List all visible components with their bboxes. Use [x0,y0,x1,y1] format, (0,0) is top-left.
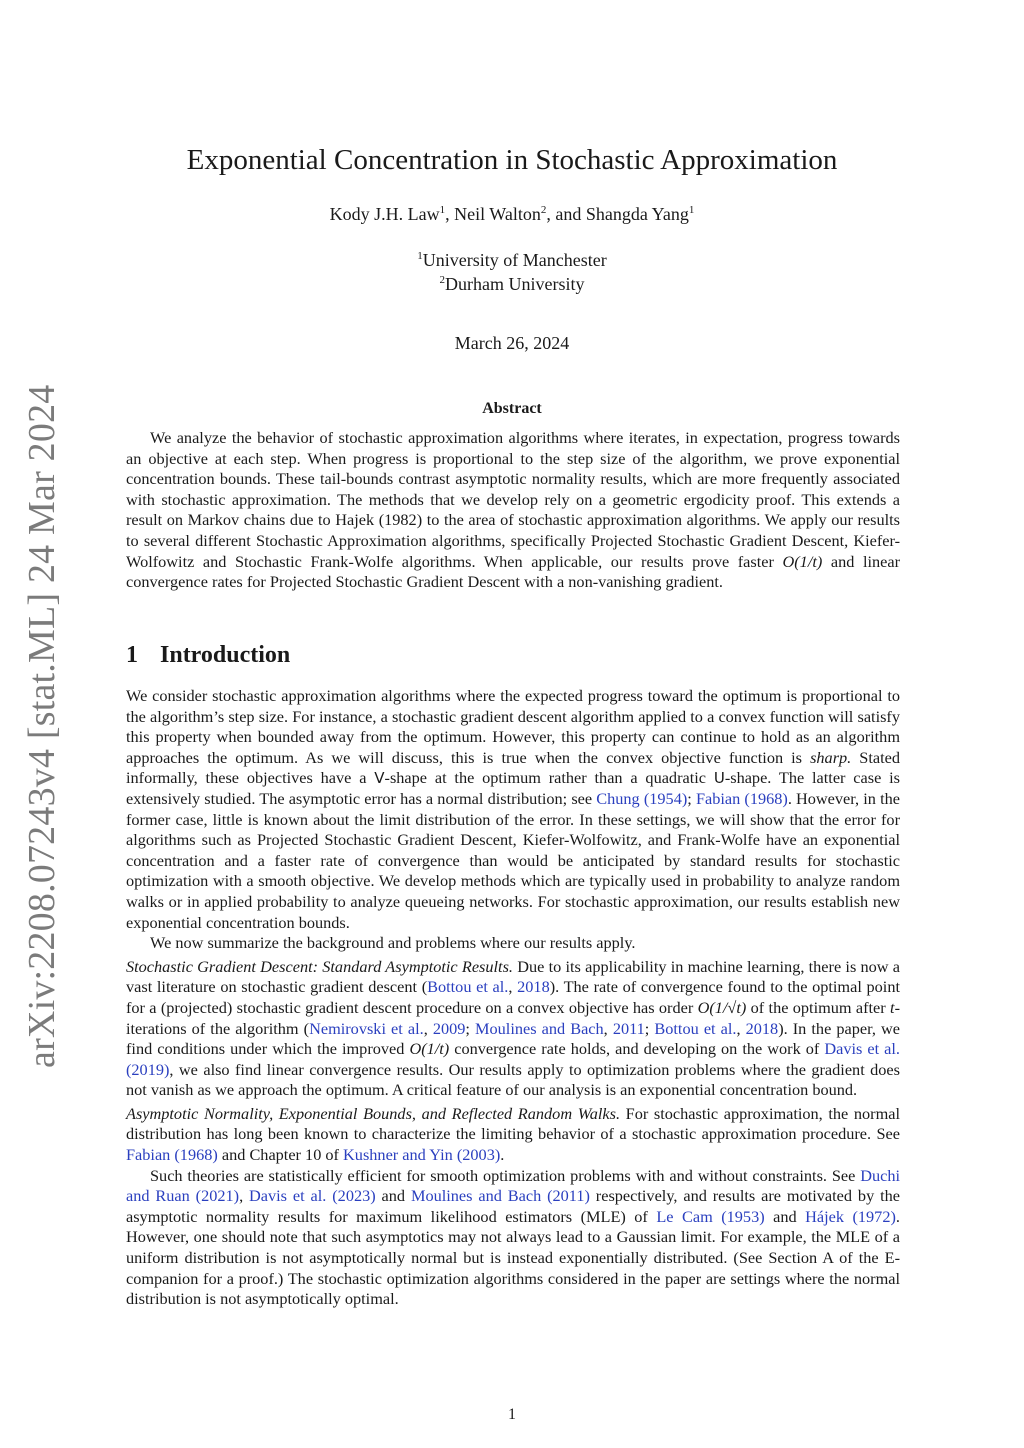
text-run: For stochastic approximation, the normal distribution has long been known to characterize the limiting behavior of a stochastic approximation procedure. See [126,1103,900,1144]
text-run: Stated informally, these objectives have a [126,747,900,788]
affiliation-mark: 1 [688,204,695,216]
citation-link[interactable]: Chung [596,788,640,808]
author-name: Kody J.H. Law [329,204,440,224]
citation-year-link[interactable]: (1968) [174,1145,218,1165]
abstract-text-part: We analyze the behavior of stochastic approximation algorithms where iterates, in expectation, progress towards an objective at each step. When progress is proportional to the step size of the algorithm, we prove exponential concentration bounds. These tail-bounds contrast asymptotic normality results, which are more frequently associated with stochastic approximation. The methods that we develop rely on a geometric ergodicity proof. This extends a result on Markov chains due to Hajek (1982) to the area of stochastic approximation algorithms. We apply our results to several different Stochastic Approximation algorithms, specifically Projected Stochastic Gradient Descent, Kiefer-Wolfowitz and Stochastic Frank-Wolfe algorithms. When applicable, our results prove faster [126,428,900,571]
introduction-body [126,686,900,1310]
citation-year-link[interactable]: (1953) [721,1206,765,1226]
citation-link[interactable]: Fabian [126,1145,171,1165]
citation-link[interactable]: Davis et al. [824,1039,900,1059]
text-run: We consider stochastic approximation algorithms where the expected progress toward the optimum is proportional to the algorithm’s step size. For instance, a stochastic gradient descent algorithm applied to a convex function will satisfy this property when bounded away from the optimum. However, this property can continue to hold as an algorithm approaches the optimum. As we will discuss, this is true when the convex objective function is [126,686,900,767]
paragraph [126,1104,900,1166]
affiliation-mark: 1 [439,204,446,216]
citation-year-link[interactable]: 2009 [432,1018,466,1038]
text-run: and [375,1186,411,1206]
affiliation-mark: 2 [439,274,445,286]
text-run: of the optimum after [746,997,891,1017]
text-run: -shape at the optimum rather than a quadratic [384,768,714,788]
math-expression: O(1/t) [782,551,823,571]
math-expression: O(1/√t) [697,997,747,1017]
text-run: Due to its applicability in machine learning, there is now a vast literature on stochastic gradient descent ( [126,956,901,997]
text-run: ; [465,1018,476,1038]
text-run: and [764,1206,806,1226]
citation-year-link[interactable]: (1968) [744,788,788,808]
author-name: Shangda Yang [585,204,689,224]
abstract-text [126,428,900,593]
citation-year-link[interactable]: 2018 [745,1018,779,1038]
paragraph-heading: Stochastic Gradient Descent: Standard Asymptotic Results. [126,956,513,976]
citation-link[interactable]: Le Cam [656,1206,713,1226]
affiliation-mark: 2 [540,204,547,216]
text-run: , [239,1186,250,1206]
affiliation-name: University of Manchester [422,250,607,270]
citation-link[interactable]: Moulines and Bach [410,1186,542,1206]
text-run: . However, in the former case, little is known about the limit distribution of the error. In these settings, we will show that the error for algorithms such as Projected Stochastic Gradient Descent, Kiefer-Wolfowitz, and Frank-Wolfe have an exponential concentration and a faster rate of convergence than would be anticipated by standard results for stochastic optimization with a smooth objective. We develop methods which are typically used in probability to analyze random walks or in applied probability to analyze queueing networks. For stochastic approximation, our results establish new exponential concentration bounds. [126,788,900,932]
paragraph: We now summarize the background and problems where our results apply. [150,933,636,953]
math-expression: O(1/t) [409,1039,450,1059]
text-run: , [603,1018,613,1038]
text-run: . However, one should note that such asymptotics may not always lead to a Gaussian limit. For example, the MLE of a uniform distribution is not asymptotically normal but is instead exponentially distributed. (See Section A of the E-companion for a proof.) The stochastic optimization algorithms considered in the paper are settings where the normal distribution is not asymptotically optimal. [126,1206,900,1309]
citation-year-link[interactable]: (2003) [456,1145,501,1165]
text-run: ). In the paper, we find conditions under which the improved [126,1018,901,1059]
page-number: 1 [508,1406,516,1423]
paragraph [126,957,900,1101]
emphasis: sharp. [810,747,852,767]
citation-year-link[interactable]: (2011) [547,1186,590,1206]
citation-year-link[interactable]: 2011 [612,1018,645,1038]
citation-link[interactable]: Bottou et al. [427,977,509,997]
text-run: ). The rate of convergence found to the optimal point for a (projected) stochastic gradient descent procedure on a convex objective has order [126,977,900,1017]
text-run: Such theories are statistically efficient for smooth optimization problems with and without constraints. See [150,1165,861,1185]
citation-link[interactable]: Duchi and Ruan [126,1165,900,1206]
author-name: Neil Walton [454,204,541,224]
text-run: respectively, and results are motivated by the asymptotic normality results for maximum likelihood estimators (MLE) of [126,1186,900,1226]
paragraph-heading: Asymptotic Normality, Exponential Bounds, and Reflected Random Walks. [126,1103,621,1123]
author-separator: , and [546,204,586,224]
text-run: convergence rate holds, and developing on the work of [449,1039,825,1059]
text-run: , [736,1018,746,1038]
citation-link[interactable]: Nemirovski et al. [309,1018,424,1038]
citation-link[interactable]: Bottou et al. [654,1018,737,1038]
citation-year-link[interactable]: (2019) [126,1059,170,1079]
affiliation-name: Durham University [445,274,585,294]
text-run: -iterations of the algorithm ( [126,997,900,1038]
text-run: , [508,977,518,997]
abstract-heading: Abstract [482,400,542,417]
citation-link[interactable]: Davis et al. [249,1186,327,1206]
text-run: and Chapter 10 of [217,1145,344,1165]
citation-year-link[interactable]: (2023) [332,1186,376,1206]
citation-link[interactable]: Hájek [805,1206,844,1226]
text-run: -shape. The latter case is extensively studied. The asymptotic error has a normal distribution; see [126,768,900,808]
section-number: 1 [126,642,138,668]
citation-year-link[interactable]: (1954) [643,788,688,808]
section-heading [126,642,290,669]
citation-link[interactable]: Fabian [695,788,741,808]
shape-letter: V [374,769,385,788]
arxiv-identifier: arXiv:2208.07243v4 [stat.ML] 24 Mar 2024 [21,384,63,1068]
shape-letter: U [713,769,725,788]
abstract-text-part: and linear convergence rates for Projected Stochastic Gradient Descent with a non-vanishing gradient. [126,551,901,592]
affiliation-line [126,250,898,271]
paragraph [126,1166,900,1310]
text-run: , [423,1018,433,1038]
text-run: ; [687,788,696,808]
citation-year-link[interactable]: (1972) [852,1206,896,1226]
affiliation-mark: 1 [417,250,423,262]
citation-link[interactable]: Moulines and Bach [475,1018,604,1038]
citation-year-link[interactable]: 2018 [517,977,550,997]
text-run: , we also find linear convergence results. Our results apply to optimization problems where the gradient does not vanish as we approach the optimum. A critical feature of our analysis is an exponential concentration bound. [126,1059,900,1100]
text-run: ; [644,1018,655,1038]
affiliation-line [126,274,898,295]
author-list [126,204,898,225]
author-separator: , [445,204,455,224]
paragraph [126,686,900,933]
section-title: Introduction [160,642,291,668]
citation-year-link[interactable]: (2021) [195,1186,240,1206]
math-expression: t [890,997,895,1017]
citation-link[interactable]: Kushner and Yin [343,1145,453,1165]
publication-date: March 26, 2024 [454,333,570,353]
text-run: . [500,1145,505,1165]
paper-title: Exponential Concentration in Stochastic Approximation [186,144,838,176]
